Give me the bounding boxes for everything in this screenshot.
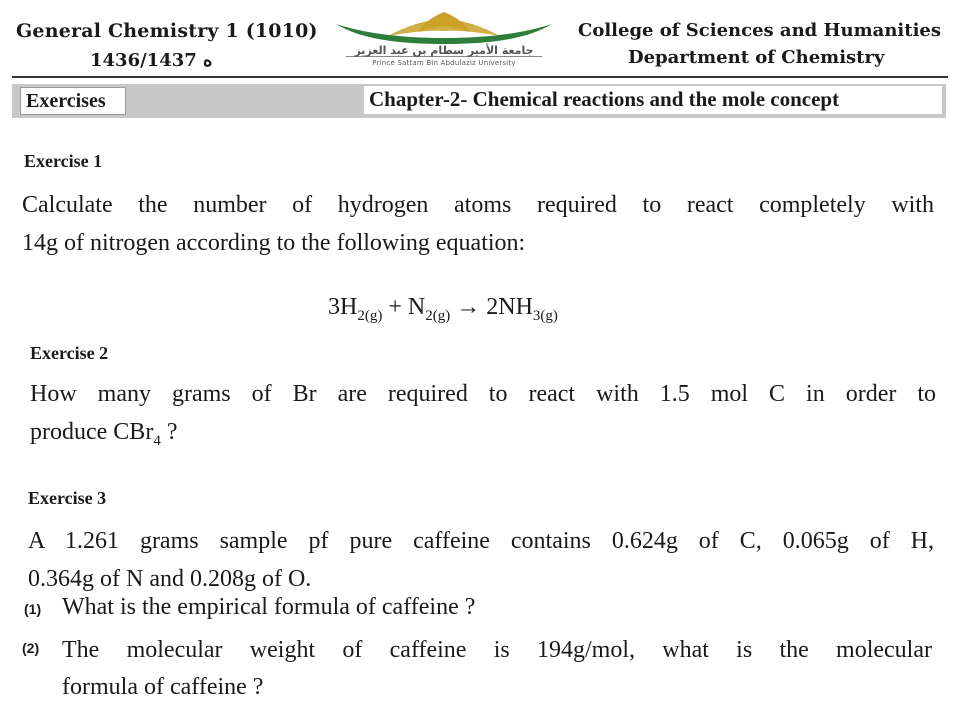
course-title: General Chemistry 1 (1010) [16, 20, 318, 42]
reaction-equation [328, 294, 558, 325]
exercise-1-line-1: Calculate the number of hydrogen atoms required to react completely with [22, 192, 934, 218]
exercise-2-text [30, 375, 936, 460]
eq-ammonia: 2NH [486, 294, 533, 320]
department-name: Department of Chemistry [628, 47, 885, 68]
exercise-3-title: Exercise 3 [28, 488, 107, 508]
section-label: Exercises [20, 87, 126, 115]
question-2-number: (2) [22, 640, 40, 656]
eq-plus: + [382, 294, 408, 320]
question-1-text: What is the empirical formula of caffeine ? [62, 594, 476, 620]
eq-nitrogen: N [407, 294, 426, 320]
academic-year: ه 1436/1437 [90, 50, 213, 71]
exercise-3-line-1: A 1.261 grams sample pf pure caffeine contains 0.624g of C, 0.065g of H, [28, 528, 934, 554]
question-1-number: (1) [24, 601, 42, 617]
eq-nitrogen-sub: 2(g) [425, 308, 451, 324]
eq-hydrogen-sub: 2(g) [357, 308, 383, 324]
logo-english-text: Prince Sattam Bin Abdulaziz University [372, 59, 516, 67]
exercise-3-text [28, 522, 934, 598]
exercise-2-line-2-pre: produce CBr [30, 419, 154, 445]
exercise-2-line-1: How many grams of Br are required to react with 1.5 mol C in order to [30, 381, 936, 407]
eq-hydrogen: 3H [328, 294, 358, 320]
exercise-2-line-2 [30, 413, 936, 460]
exercise-3-line-2: 0.364g of N and 0.208g of O. [28, 566, 312, 592]
question-2-line-2: formula of caffeine ? [62, 674, 264, 700]
exercise-2-line-2-post: ? [160, 419, 178, 445]
eq-arrow: → [450, 294, 487, 320]
exercise-1-line-2: 14g of nitrogen according to the following equation: [22, 230, 526, 256]
exercise-1-text [22, 186, 934, 262]
chapter-title: Chapter-2- Chemical reactions and the mole concept [364, 86, 942, 114]
eq-ammonia-sub: 3(g) [532, 308, 558, 324]
question-2-line-1: The molecular weight of caffeine is 194g/mol, what is the molecular [62, 637, 932, 663]
logo-arabic-text: جامعة الأمير سطام بن عبد العزيز [354, 44, 534, 57]
exercise-2-line-2-sub: 4 [153, 432, 161, 449]
header-divider [12, 76, 948, 78]
question-2-text [62, 632, 932, 706]
exercise-1-title: Exercise 1 [24, 151, 103, 171]
exercise-2-title: Exercise 2 [30, 343, 109, 363]
college-name: College of Sciences and Humanities [578, 20, 941, 41]
